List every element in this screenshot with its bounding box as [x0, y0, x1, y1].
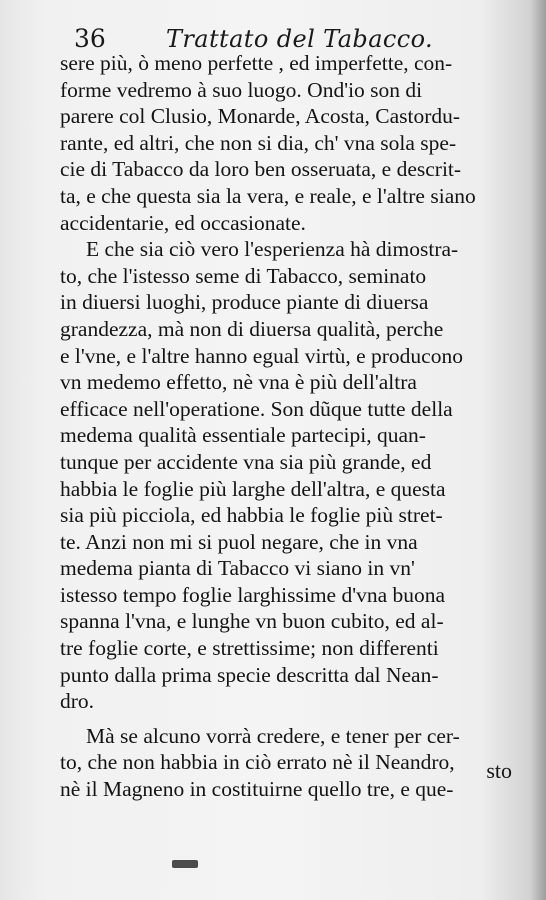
text-line: tunque per accidente vna sia più grande, ed	[60, 449, 432, 474]
paragraph-start-line: E che sia ciò vero l'esperienza hà dimostra-	[86, 237, 459, 262]
paragraph-start-line: Mà se alcuno vorrà credere, e tener per cer-	[86, 723, 460, 748]
text-line: medema pianta di Tabacco vi siano in vn'	[60, 556, 415, 581]
text-line: ta, e che questa sia la vera, e reale, e l'altre siano	[60, 183, 476, 208]
text-line: to, che l'istesso seme di Tabacco, seminato	[60, 263, 427, 288]
text-line: vn medemo effetto, nè vna è più dell'altra	[60, 370, 417, 395]
text-line: parere col Clusio, Monarde, Acosta, Castordu-	[60, 104, 461, 129]
text-line: spanna l'vna, e lunghe vn buon cubito, ed al-	[60, 609, 444, 634]
text-line: sere più, ò meno perfette , ed imperfette, con-	[60, 51, 453, 75]
text-line: accidentarie, ed occasionate.	[60, 210, 306, 235]
catchword: sto	[486, 758, 512, 783]
text-line: efficace nell'operatione. Son dũque tutte della	[60, 396, 453, 421]
text-line: cie di Tabacco da loro ben osseruata, e descrit-	[60, 157, 462, 182]
text-line: e l'vne, e l'altre hanno egual virtù, e producono	[60, 343, 463, 368]
text-line: forme vedremo à suo luogo. Ond'io son di	[60, 77, 423, 102]
text-line: nè il Magneno in costituirne quello tre, e que-	[60, 777, 454, 802]
text-line: dro.	[60, 689, 95, 714]
text-line: grandezza, mà non di diuersa qualità, perche	[60, 316, 444, 341]
text-line: tre foglie corte, e strettissime; non differenti	[60, 636, 439, 661]
text-line: te. Anzi non mi si puol negare, che in vna	[60, 529, 418, 554]
text-line: medema qualità essentiale partecipi, quan-	[60, 423, 426, 448]
text-line: habbia le foglie più larghe dell'altra, e questa	[60, 476, 446, 501]
ink-smudge	[172, 860, 198, 868]
text-line: to, che non habbia in ciò errato nè il Neandro,	[60, 750, 455, 775]
text-line: istesso tempo foglie larghissime d'vna buona	[60, 582, 446, 607]
text-line: punto dalla prima specie descritta dal Nean-	[60, 662, 439, 687]
text-line: sia più picciola, ed habbia le foglie più stret-	[60, 503, 443, 528]
running-title: Trattato del Tabacco.	[166, 25, 434, 53]
page-number: 36	[74, 24, 106, 53]
text-line: in diuersi luoghi, produce piante di diuersa	[60, 290, 429, 315]
text-line: rante, ed altri, che non si dia, ch' vna sola spe-	[60, 130, 457, 155]
body-text	[60, 50, 520, 803]
